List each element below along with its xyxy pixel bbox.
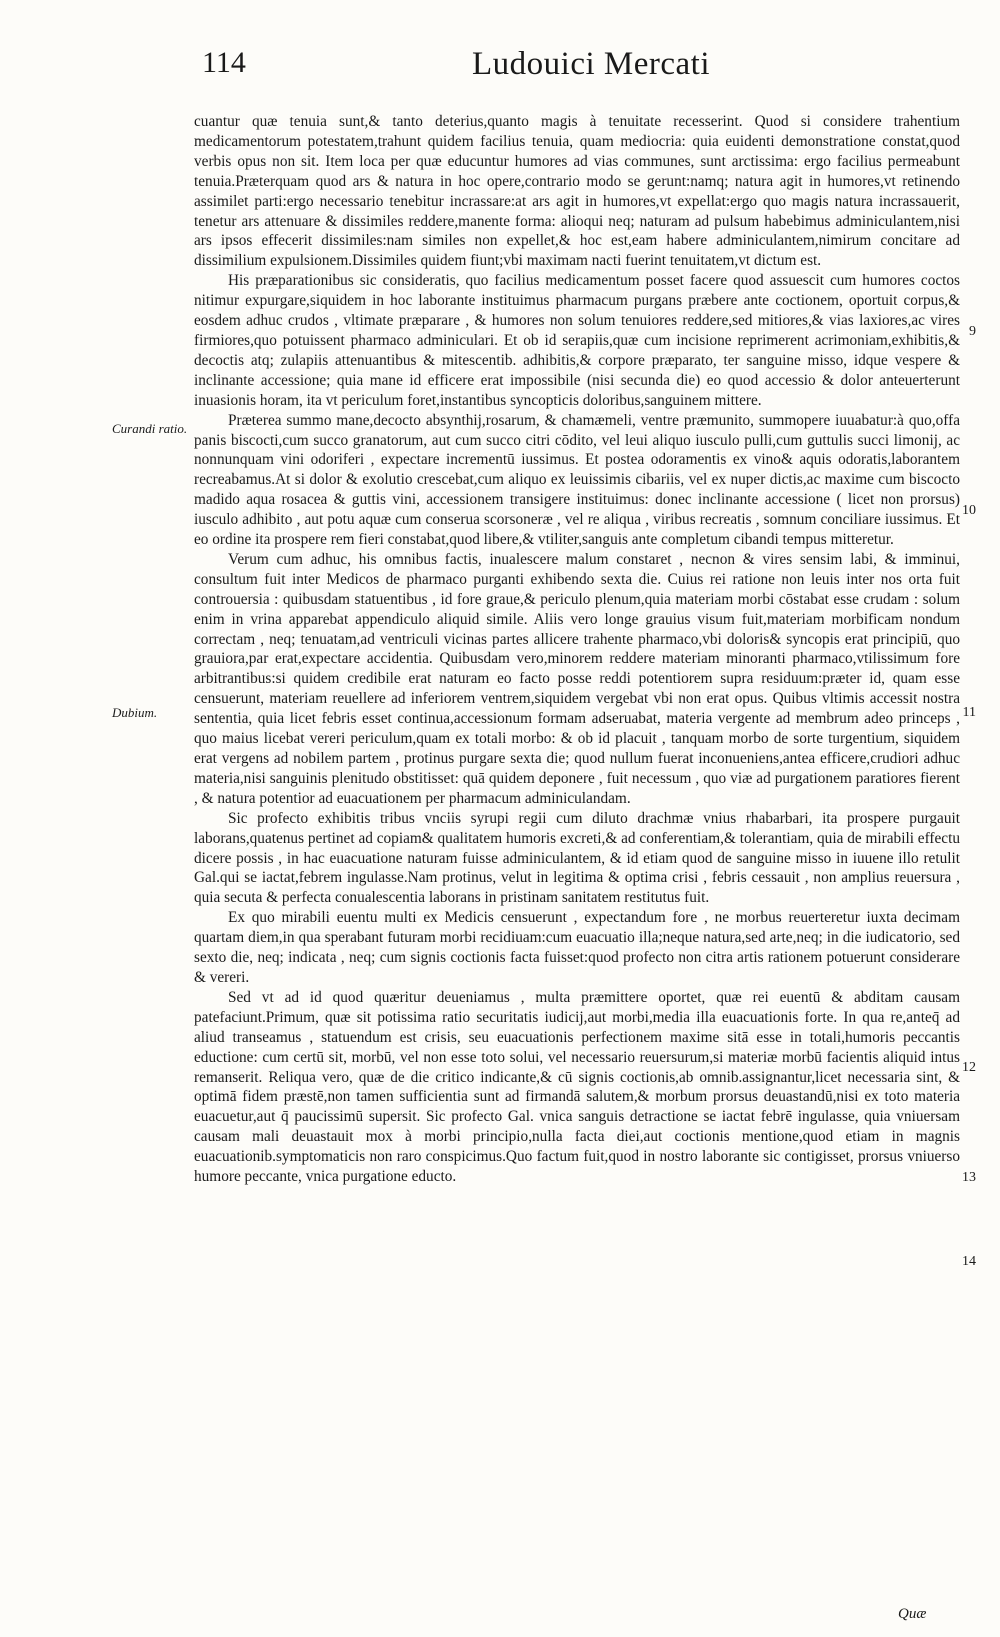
margin-number: 14 (962, 1254, 976, 1269)
running-head: Ludouici Mercati (472, 46, 711, 82)
margin-note-dubium: Dubium. (112, 705, 158, 720)
margin-number: 13 (962, 1170, 976, 1185)
body-text (194, 112, 960, 1187)
margin-number: 9 (969, 324, 976, 339)
paragraph: Præterea summo mane,decocto absynthij,rosarum, & chamæmeli, ventre præmunito, summopere iuuabatur:à quo,offa panis biscocti,cum succo granatorum, aut cum succo citri cōdito, vel leui aliquo iusculo pulli,cum guttulis succi limonij, ac nonnunquam vini odoriferi , expectare incrementū iussimus. Et postea odoramentis ex vino& aquis odoratis,laborantem recreabamus.At si dolor & exolutio crescebat,cum aliquo ex leuissimis cibariis, vel ex nuper dictis,ac maxime cum biscocto madido aqua rosacea & guttis vini, accessionem transigere instituimus: donec inclinante accessione ( licet non prorsus) iusculo adhibito , aut potu aquæ cum conserua scorsoneræ , vel re aliqua , viribus recreatis , somnum conciliare iussimus. Et eo ordine ita prospere rem fieri constabat,quod libere,& vtiliter,sanguis ante completum cibandi tempus mitteretur. (194, 411, 960, 549)
margin-number: 11 (962, 705, 976, 720)
margin-number: 10 (962, 503, 976, 518)
page-number: 114 (202, 46, 246, 79)
paragraph: Verum cum adhuc, his omnibus factis, inualescere malum constaret , necnon & vires sensim labi, & imminui, consultum fuit inter Medicos de pharmaco purganti exhibendo sexta die. Cuius rei ratione non leuis inter nos orta fuit controuersia : quibusdam statuentibus , id fore graue,& periculo plenum,quia materiam morbi cōstabat esse crudam : solum enim in vrina apparebat appendiculo aliquid simile. Aliis vero longe grauius visum fuit,materiam morbificam nondum correctam , neq; tenuatam,ad ventriculi vicinas partes allicere trahente pharmaco,vbi doloris& syncopis erat principiū, quo grauiora,par erat,expectare accidentia. Quibusdam vero,minorem reddere materiam minoranti pharmaco,vtilissimum fore arbitrantibus:si quidem credibile erat naturam eo facto posse reddi potentiorem supra residuum:præter id, quam esse censuerunt, materiam reuellere ad inferiorem ventrem,siquidem vergebat vbi non erat opus. Quibus vltimis accessit nostra sententia, quia licet febris esset continua,accessionum formam adseruabat, materia vergente ad membrum adeo princeps , quo maius licebat vereri periculum,quam ex totali morbo: & ob id placuit , tanquam morbo de sorte turgentium, siquidem erat vergens ad nobilem partem , protinus purgare sexta die; quod nullum fuerat inconueniens,antea efficere,crudiori adhuc materia,nisi sanguinis plenitudo obstitisset: quā quidem deponere , fuit necessum , quo viæ ad purgationem paratiores fierent , & natura potentior ad euacuationem per pharmacum adminiculandam. (194, 550, 960, 807)
paragraph: cuantur quæ tenuia sunt,& tanto deterius,quanto magis à tenuitate recesserint. Quod si considere trahentium medicamentorum potestatem,trahunt quidem facilius tenuia, quam mediocria: quia euidenti demonstratione constat,quod verbis opus non sit. Item loca per quæ educuntur humores ad vias communes, sunt arctissima: ergo facilius permeabunt tenuia.Præterquam quod ars & natura in hoc opere,contrario modo se gerunt:namq; natura agit in humores,vt retinendo assimilet parti:ergo necessario tenebitur incrassare:at ars agit in humores,vt expellat:ergo quo magis natura incrassauerit, tenetur ars attenuare & dissimiles reddere,manente forma: alioqui neq; naturam ad pulsum habebimus adminiculantem,nisi ars ipsos effecerit dissimiles:nam similes non expellet,& hoc est,eam habere adminiculantem,nimirum concitare ad dissimilium expulsionem.Dissimiles quidem fiunt;vbi maximam nacti fuerint tenuitatem,vt dictum est. (194, 113, 960, 270)
paragraph: Ex quo mirabili euentu multi ex Medicis censuerunt , expectandum fore , ne morbus reuerteretur iuxta decimam quartam diem,in qua sperabant futuram morbi recidiuam:cum euacuatio illa;neque natura,sed arte,neq; in die iudicatorio, sed sexto die, neq; indicata , neq; cum signis coctionis facta fuisset:quod profecto non citra artis rationem potuerunt considerare & vereri. (194, 909, 960, 986)
paragraph: His præparationibus sic consideratis, quo facilius medicamentum posset facere quod assuescit cum humores coctos nitimur expurgare,siquidem in hoc laborante instituimus pharmacum purgans præbere ante coctionem, oportuit corpus,& eosdem adhuc crudos , vltimate præparare , & humores non solum tenuiores reddere,sed mitiores,& vias laxiores,ac vires firmiores,quo potuissent pharmaco adminiculari. Et ob id serapiis,quæ cum incisione reprimerent acrimoniam,exhibitis,& decoctis atq; zulapiis attenuantibus & mitescentib. adhibitis,& corpore præparato, ter sanguine misso, idque vespere & inclinante accessione; quia mane id efficere erat impossibile (nisi secunda die) eo quod accessio & dolor anteuerterunt inuasionis horam, ita vt periculum foret,instantibus syncopticis doloribus,sanguinem mittere. (194, 272, 960, 409)
paragraph: Sic profecto exhibitis tribus vnciis syrupi regii cum diluto drachmæ vnius rhabarbari, ita prospere purgauit laborans,quatenus pertinet ad copiam& qualitatem humoris excreti,& ad conferentiam,& tolerantiam, quia de mirabili effectu dicere possis , in hac euacuatione naturam fuisse adminiculantem, & id etiam quod de sanguine misso in iuuene illo retulit Gal.qui se iactat,febrem ingulasse.Nam protinus, velut in legitima & optima crisi , febris cessauit , non amplius reuersura , quia secuta & perfecta conualescentia laborans in pristinam sanitatem restitutus fuit. (194, 809, 960, 907)
catchword: Quæ (898, 1606, 927, 1622)
paragraph: Sed vt ad id quod quæritur deueniamus , multa præmittere oportet, quæ rei euentū & abditam causam patefaciunt.Primum, quæ sit potissima ratio securitatis iudicij,aut morbi,media illa euacuationis forte. In qua re,anteq̄ ad aliud transeamus , statuendum est crisis, seu euacuationis perfectionem maxime sitā esse in totali,humoris peccantis eductione: cum certū sit, morbū, vel non esse toto solui, vel necessario reuersurum,si materiæ morbū facientis aliquid intus remanserit. Reliqua vero, quæ de die critico indicante,& cū signis coctionis,ab omnib.assignantur,licet necessaria sint, & optimā fidem præstē,non tamen sufficientia sunt ad firmandā salutem,& morbum prorsus deuastandū,nisi ex toto materia euacuetur,aut q̄ paucissimū supersit. Sic profecto Gal. vnica sanguis detractione se iactat febrē ingulasse, quia vniuersam causam mali deuastauit mox à morbi principio,nulla facta diei,aut coctionis mentione,quod etiam in magnis euacuationib.symptomaticis non raro conspicimus.Quo factum fuit,quod in nostro laborante sic contigisset, prorsus vniuerso humore peccante, vnica purgatione educto. (194, 988, 960, 1186)
margin-number: 12 (962, 1060, 976, 1075)
margin-note-curandi: Curandi ratio. (112, 421, 188, 436)
page-header (0, 46, 1000, 96)
